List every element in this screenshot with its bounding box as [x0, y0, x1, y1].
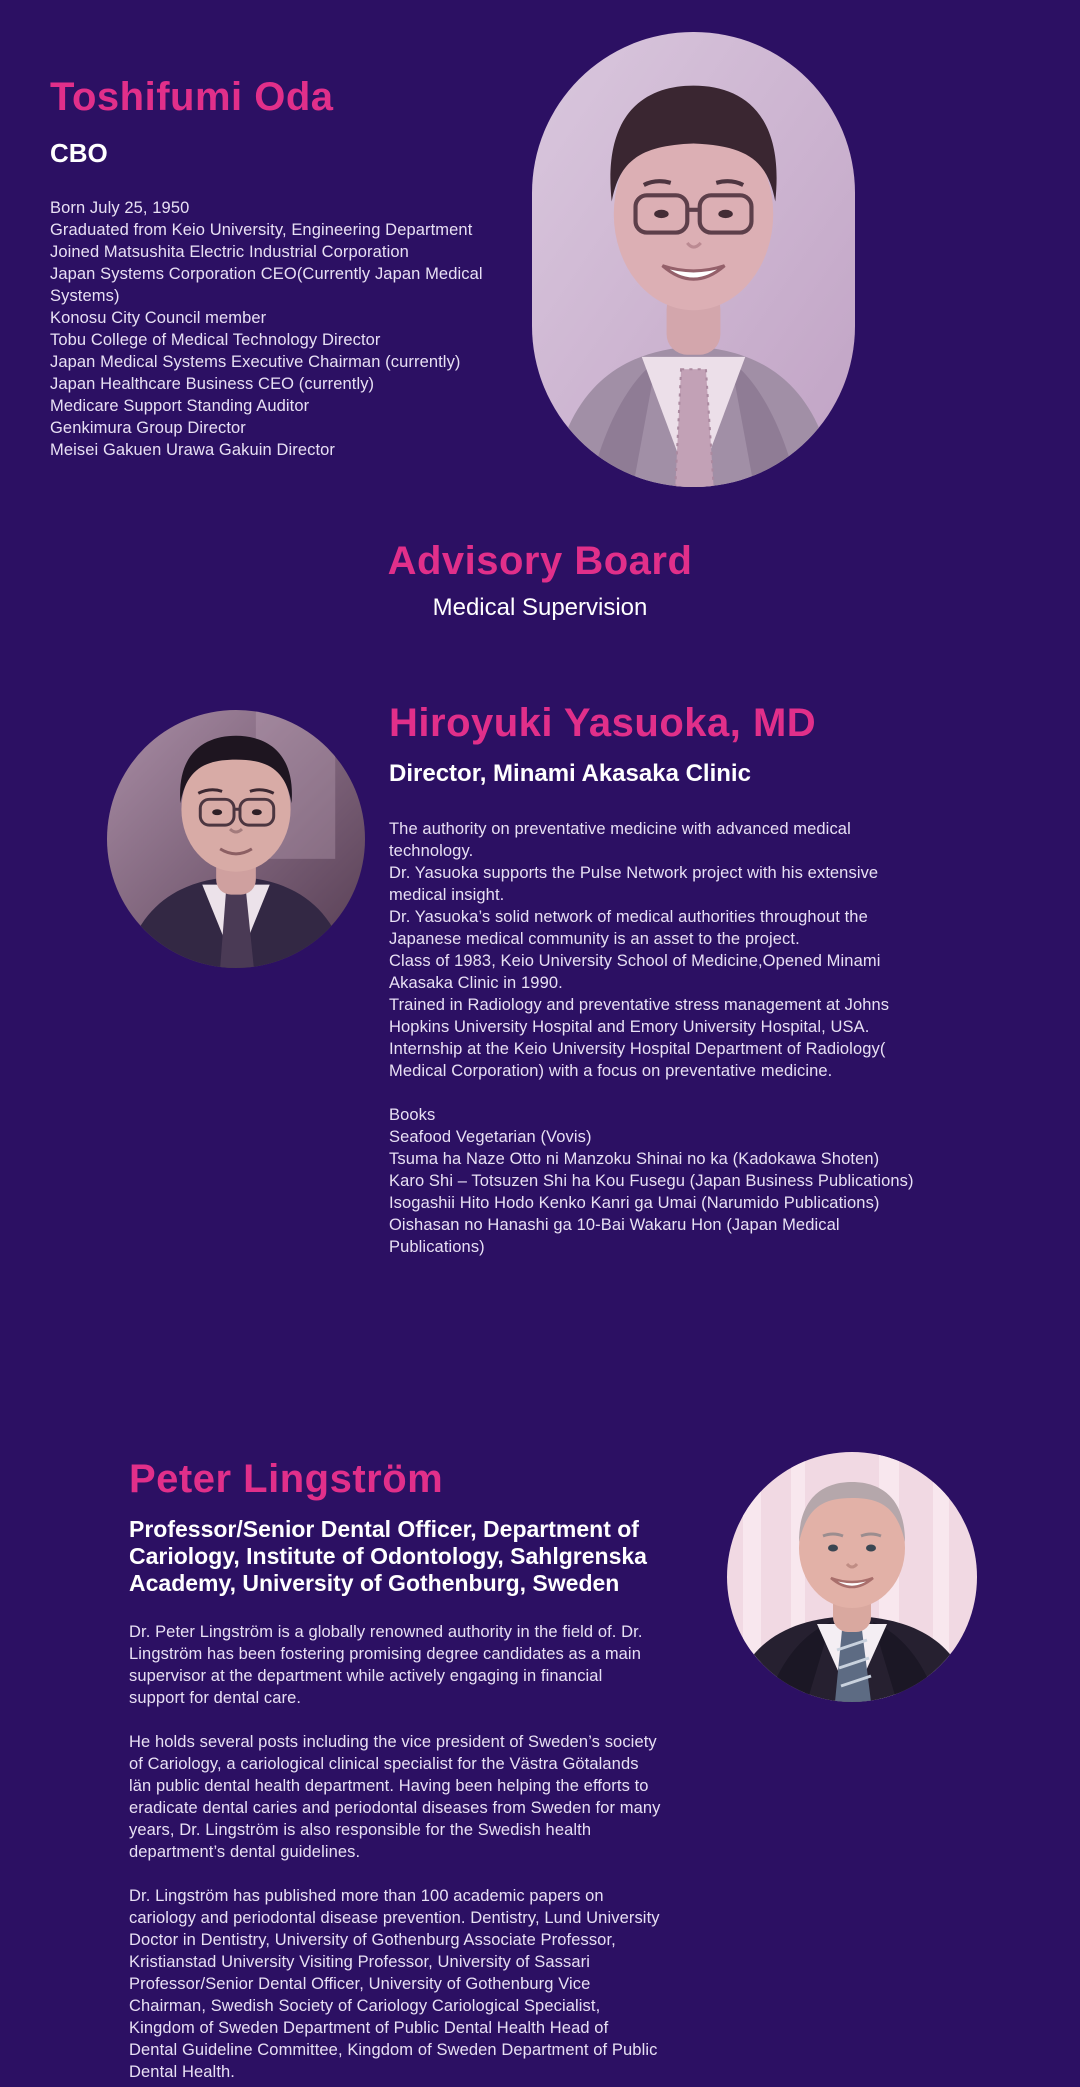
yasuoka-text-block	[389, 700, 924, 1258]
advisory-subheading: Medical Supervision	[432, 594, 648, 621]
yasuoka-book-line: Isogashii Hito Hodo Kenko Kanri ga Umai (Narumido Publications)	[389, 1194, 880, 1212]
oda-bio-line: Japan Medical Systems Executive Chairman (currently)	[50, 353, 461, 371]
oda-bio-line: Japan Healthcare Business CEO (currently)	[50, 375, 375, 393]
oda-bio-line: Born July 25, 1950	[50, 199, 190, 217]
yasuoka-description-line: Dr. Yasuoka supports the Pulse Network project with his extensive medical insight.	[389, 864, 879, 904]
yasuoka-book-line: Oishasan no Hanashi ga 10-Bai Wakaru Hon (Japan Medical Publications)	[389, 1216, 840, 1256]
oda-person-illustration	[532, 32, 855, 487]
yasuoka-book-line: Karo Shi – Totsuzen Shi ha Kou Fusegu (Japan Business Publications)	[389, 1172, 914, 1190]
oda-bio-line: Tobu College of Medical Technology Director	[50, 331, 381, 349]
yasuoka-portrait-photo	[107, 710, 365, 968]
oda-text-block	[50, 74, 530, 461]
yasuoka-description	[389, 818, 924, 1082]
yasuoka-book-line: Tsuma ha Naze Otto ni Manzoku Shinai no ka (Kadokawa Shoten)	[389, 1150, 880, 1168]
yasuoka-books-list	[389, 1126, 924, 1258]
yasuoka-description-line: The authority on preventative medicine with advanced medical technology.	[389, 820, 851, 860]
oda-bio-list	[50, 197, 522, 461]
yasuoka-description-line: Trained in Radiology and preventative stress management at Johns Hopkins University Hospital and Emory University Hospital, USA.	[389, 996, 890, 1036]
yasuoka-description-line: Dr. Yasuoka’s solid network of medical authorities throughout the Japanese medical community is an asset to the project.	[389, 908, 868, 948]
oda-role-title: CBO	[50, 138, 108, 168]
advisory-board-header	[0, 538, 1080, 622]
oda-bio-line: Genkimura Group Director	[50, 419, 246, 437]
lingstrom-name-heading: Peter Lingström	[129, 1457, 444, 1501]
yasuoka-books-label: Books	[389, 1106, 436, 1124]
yasuoka-books-block	[389, 1104, 924, 1258]
yasuoka-description-line: Class of 1983, Keio University School of Medicine,Opened Minami Akasaka Clinic in 1990.	[389, 952, 881, 992]
yasuoka-description-line: Internship at the Keio University Hospital Department of Radiology( Medical Corporation) with a focus on preventative medicine.	[389, 1040, 886, 1080]
oda-bio-line: Konosu City Council member	[50, 309, 267, 327]
oda-bio-line: Joined Matsushita Electric Industrial Corporation	[50, 243, 409, 261]
lingstrom-paragraph: He holds several posts including the vice president of Sweden’s society of Cariology, a cariological clinical specialist for the Västra Götalands län public dental health department. Having been helping the efforts to eradicate dental caries and periodontal diseases from Sweden for many years, Dr. Lingström is also responsible for the Swedish health department’s dental guidelines.	[129, 1733, 661, 1861]
yasuoka-role-title: Director, Minami Akasaka Clinic	[389, 760, 751, 787]
lingstrom-portrait-photo	[727, 1452, 977, 1702]
lingstrom-paragraphs	[129, 1621, 661, 2083]
lingstrom-person-illustration	[727, 1452, 977, 1702]
oda-bio-line: Japan Systems Corporation CEO(Currently Japan Medical Systems)	[50, 265, 483, 305]
oda-name-heading: Toshifumi Oda	[50, 75, 334, 119]
lingstrom-paragraph: Dr. Lingström has published more than 100 academic papers on cariology and periodontal disease prevention. Dentistry, Lund University Doctor in Dentistry, University of Gothenburg Associate Professor, Kristianstad University Visiting Professor, University of Sassari Professor/Senior Dental Officer, University of Gothenburg Vice Chairman, Swedish Society of Cariology Cariological Specialist, Kingdom of Sweden Department of Public Dental Health Head of Dental Guideline Committee, Kingdom of Sweden Department of Public Dental Health.	[129, 1887, 660, 2081]
advisory-heading: Advisory Board	[387, 539, 693, 583]
oda-bio-line: Meisei Gakuen Urawa Gakuin Director	[50, 441, 336, 459]
lingstrom-paragraph: Dr. Peter Lingström is a globally renowned authority in the field of. Dr. Lingström has been fostering promising degree candidates as a main supervisor at the department while actively engaging in financial support for dental care.	[129, 1623, 643, 1707]
lingstrom-role-title: Professor/Senior Dental Officer, Department of Cariology, Institute of Odontology, Sahlgrenska Academy, University of Gothenburg, Sweden	[129, 1516, 647, 1596]
yasuoka-name-heading: Hiroyuki Yasuoka, MD	[389, 701, 817, 745]
oda-bio-line: Medicare Support Standing Auditor	[50, 397, 310, 415]
oda-bio-line: Graduated from Keio University, Engineering Department	[50, 221, 473, 239]
lingstrom-text-block	[129, 1456, 661, 2087]
yasuoka-person-illustration	[107, 710, 365, 968]
oda-portrait-photo	[532, 32, 855, 487]
yasuoka-book-line: Seafood Vegetarian (Vovis)	[389, 1128, 592, 1146]
